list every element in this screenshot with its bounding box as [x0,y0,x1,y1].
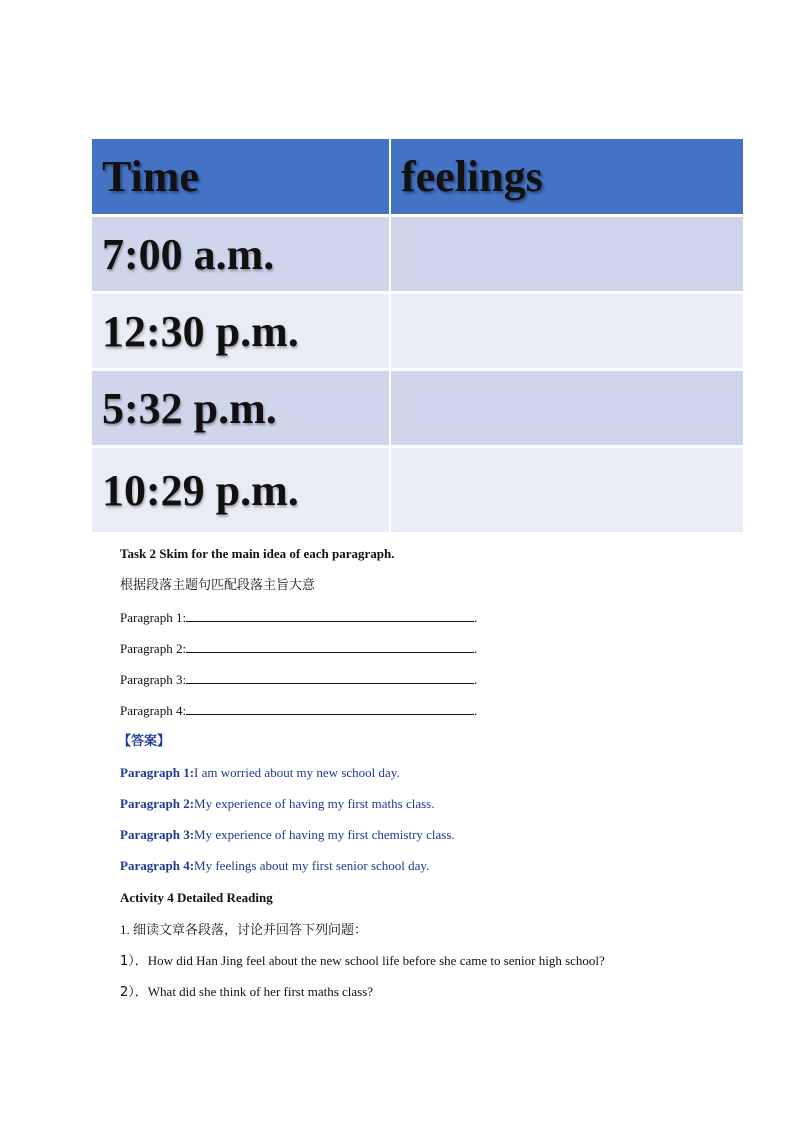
header-time: Time [92,139,391,217]
answer-label: Paragraph 4: [120,858,195,873]
answer-blank[interactable] [186,671,474,684]
question-number: 1）． [120,954,148,969]
header-feelings: feelings [391,139,743,217]
answer-label: Paragraph 2: [120,796,195,811]
table-row [92,448,743,532]
answer-text: My experience of having my first chemistry class. [194,827,455,842]
time-cell: 5:32 p.m. [92,371,391,448]
feeling-cell [391,217,743,294]
time-cell: 12:30 p.m. [92,294,391,371]
blank-label: Paragraph 1: [120,610,187,625]
blank-line [120,671,477,687]
task2-instruction: 根据段落主题句匹配段落主旨大意 [120,578,316,593]
answer-text: My experience of having my first maths class. [194,796,435,811]
activity4-item1 [120,922,367,938]
answer-label: Paragraph 3: [120,827,195,842]
blank-line [120,640,477,656]
question-line [120,953,605,969]
blank-line [120,702,477,718]
answer-line [120,796,434,811]
answer-text: My feelings about my first senior school day. [194,858,430,873]
task2-heading: Task 2 Skim for the main idea of each paragraph. [120,546,395,561]
feeling-cell [391,448,743,532]
answer-line [120,827,455,842]
answer-line [120,765,400,780]
blank-line [120,609,477,625]
feeling-cell [391,294,743,371]
answer-text: I am worried about my new school day. [194,765,400,780]
question-text: How did Han Jing feel about the new school life before she came to senior high school? [147,953,605,968]
time-cell: 7:00 a.m. [92,217,391,294]
blank-end: . [474,641,478,656]
table-row [92,371,743,448]
blank-end: . [474,703,478,718]
answer-blank[interactable] [186,702,474,715]
activity4-heading: Activity 4 Detailed Reading [120,890,273,905]
answer-line [120,858,429,873]
feeling-cell [391,371,743,448]
blank-end: . [474,672,478,687]
answer-blank[interactable] [186,609,474,622]
time-cell: 10:29 p.m. [92,448,391,532]
answer-blank[interactable] [186,640,474,653]
answer-label: Paragraph 1: [120,765,195,780]
table-row [92,217,743,294]
table-header-row [92,139,743,217]
question-number: 2）． [120,985,148,1000]
blank-end: . [474,610,478,625]
question-text: What did she think of her first maths class? [147,984,374,999]
question-line [120,984,373,1000]
item-instruction: 细读文章各段落，讨论并回答下列问题： [133,923,368,938]
table-row [92,294,743,371]
answer-tag: 【答案】 [118,734,171,749]
feelings-table [92,139,743,532]
blank-label: Paragraph 3: [120,672,187,687]
item-number: 1. [120,922,130,937]
blank-label: Paragraph 2: [120,641,187,656]
blank-label: Paragraph 4: [120,703,187,718]
